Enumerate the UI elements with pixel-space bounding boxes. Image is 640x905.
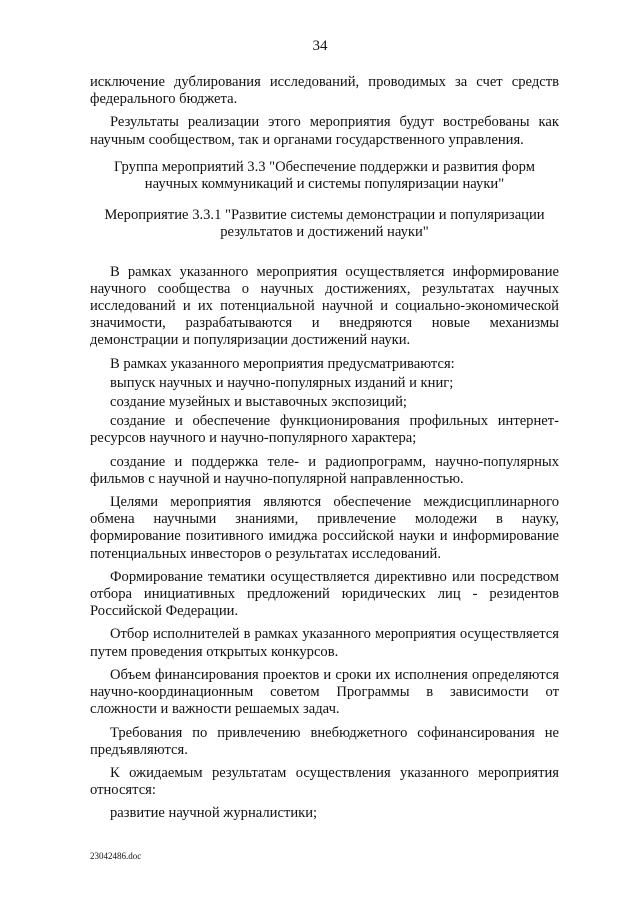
list-item: создание и поддержка теле- и радиопрограмм, научно-популярных фильмов с научной и научно-популярной направленностью. (90, 453, 559, 487)
group-heading: Группа мероприятий 3.3 "Обеспечение поддержки и развития форм научных коммуникаций и системы популяризации науки" (114, 158, 535, 193)
paragraph: К ожидаемым результатам осуществления указанного мероприятия относятся: (90, 764, 559, 799)
paragraph: Требования по привлечению внебюджетного софинансирования не предъявляются. (90, 724, 559, 758)
paragraph: В рамках указанного мероприятия предусматриваются: (110, 355, 455, 372)
list-item: выпуск научных и научно-популярных изданий и книг; (110, 374, 454, 391)
paragraph: Формирование тематики осуществляется директивно или посредством отбора инициативных предложений юридических лиц - резидентов Российской Федерации. (90, 568, 559, 620)
list-item: развитие научной журналистики; (110, 805, 318, 822)
paragraph: Целями мероприятия являются обеспечение междисциплинарного обмена научными знаниями, привлечение молодежи в науку, формирование позитивного имиджа российской науки и информирование потенциальных инвесторов о результатах исследований. (90, 494, 559, 562)
paragraph: В рамках указанного мероприятия осуществляется информирование научного сообщества о научных достижениях, результатах научных исследований и их потенциальной научной и социально-экономической значимости, разрабатываются и внедряются новые механизмы демонстрации и популяризации достижений науки. (90, 263, 559, 349)
file-name-footer: 23042486.doc (90, 851, 142, 861)
list-item: создание и обеспечение функционирования профильных интернет-ресурсов научного и научно-популярного характера; (90, 413, 559, 447)
list-item: создание музейных и выставочных экспозиций; (110, 394, 407, 411)
paragraph: исключение дублирования исследований, проводимых за счет средств федерального бюджета. (90, 74, 559, 108)
page-number: 34 (312, 38, 328, 54)
paragraph: Результаты реализации этого мероприятия будут востребованы как научным сообществом, так и органами государственного управления. (90, 114, 559, 148)
event-heading: Мероприятие 3.3.1 "Развитие системы демонстрации и популяризации результатов и достижений науки" (104, 207, 545, 241)
document-body (90, 74, 559, 829)
paragraph: Объем финансирования проектов и сроки их исполнения определяются научно-координационным советом Программы в зависимости от сложности и важности решаемых задач. (90, 666, 559, 718)
paragraph: Отбор исполнителей в рамках указанного мероприятия осуществляется путем проведения открытых конкурсов. (90, 626, 559, 660)
